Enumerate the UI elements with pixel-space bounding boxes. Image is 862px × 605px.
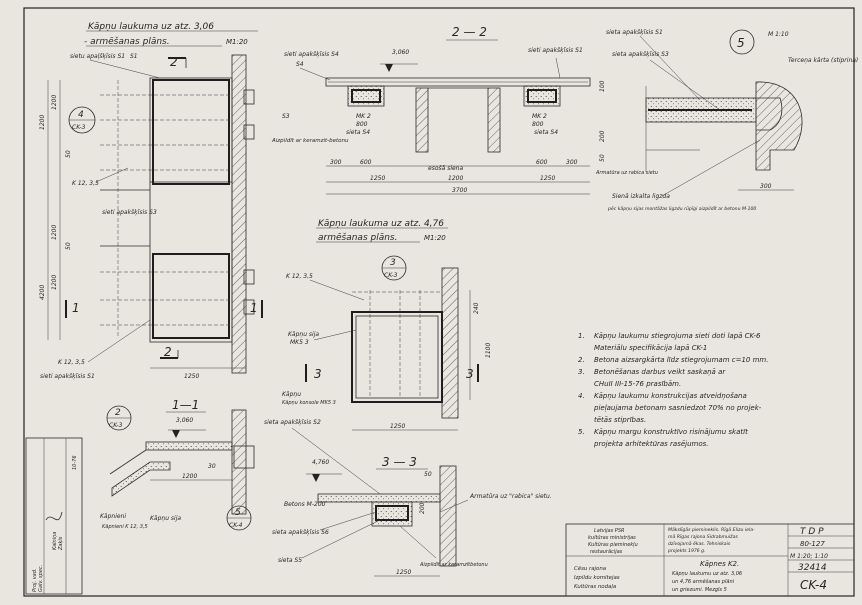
tb-title3: un 4,76 armēšanas plāni [672, 579, 734, 585]
tb-client3: Kultūras nodaļa [574, 584, 617, 590]
tb-org1: Latvijas PSR [594, 528, 625, 534]
sec11-kapnieni: Kāpnieni K 12, 3,5 [102, 524, 148, 530]
label-sieti-s3: sieti apakšķīsis S3 [102, 209, 157, 216]
sec22-s4: S4 [296, 61, 304, 68]
plan-476-cut3-right: 3 [466, 367, 474, 381]
dim-1250: 1250 [184, 373, 200, 380]
sec22-dim-r2-1: 1200 [448, 175, 464, 182]
plan-306-group [39, 22, 262, 380]
signature [46, 512, 62, 520]
plan-306-cut1-right: 1 [250, 301, 258, 315]
notes-group [578, 332, 768, 448]
callout-5-num: 5 [235, 508, 241, 518]
tb-title1: Kāpnes K2. [700, 560, 740, 568]
section-11-group [100, 398, 254, 530]
note-line-8: 5. [578, 428, 585, 436]
plan-476-cut3-left: 3 [314, 367, 322, 381]
sec22-d800-right: 800 [532, 121, 544, 128]
node-5-d300: 300 [760, 183, 772, 190]
note-text-2: Betona aizsargkārta līdz stiegrojumam c=10 mm. [594, 356, 769, 364]
tb-title2: Kāpņu laukumu uz atz. 3,06 [672, 571, 743, 577]
plan-476-d240: 240 [473, 302, 480, 314]
node-5-tercina: Terceņa kārta (stiprina) [788, 57, 859, 64]
stamp-r0-date: 10-76 [72, 455, 78, 470]
plan-476-landing [352, 312, 442, 402]
callout-4-sheet: CK-3 [72, 124, 86, 131]
sec11-elev: 3,060 [176, 417, 194, 424]
sec22-mk2-left: MK 2 [356, 113, 371, 120]
sec33-armat: Armatūra uz "rabica" sietu. [470, 493, 552, 500]
node-5-wall [756, 82, 802, 170]
sec22-mk2-right: MK 2 [532, 113, 547, 120]
sec22-dim-r1-3: 300 [566, 159, 578, 166]
node-5-group [595, 29, 858, 212]
plan-476-scale: M1:20 [424, 234, 446, 242]
note-text-4: CHuII III-15-76 prasībām. [594, 380, 682, 388]
sec22-d800-left: 800 [356, 121, 368, 128]
sec33-slab [318, 494, 440, 502]
tb-desc4: projekts 1976 g. [668, 549, 706, 554]
node-5-scale: M 1:10 [768, 31, 789, 38]
tb-desc2: mā Rīgas rajona Sidrabmuižas [668, 535, 738, 540]
note-text-5: Kāpņu laukumu konstrukcijas atveidņošana [594, 392, 747, 400]
sec11-kapnu-sija: Kāpņu sija [150, 515, 182, 522]
node-5-d200: 200 [599, 130, 606, 142]
plan-476-k12: K 12, 3,5 [286, 273, 313, 280]
stamp-r1-role: Galv. spec. [38, 564, 44, 592]
plan-476-d1250: 1250 [390, 423, 406, 430]
plan-306-beam-bot [153, 254, 229, 338]
sec33-d1250: 1250 [396, 569, 412, 576]
dim-1200-a: 1200 [39, 114, 46, 130]
approval-stamp [26, 438, 82, 594]
sec22-sieti-s1: sieti apakšķīsis S1 [528, 47, 583, 54]
sec22-dim-r1-0: 300 [330, 159, 342, 166]
callout-4-num: 4 [78, 110, 84, 120]
tb-desc1: Mākslīgās piemineklis. Rīgā Elizu iela- [668, 528, 755, 533]
note-text-6: pieļaujama betonam sasniedzot 70% no projek- [594, 404, 762, 412]
tb-client1: Cēsu rajona [574, 566, 607, 572]
plan-306-cut2-top: 2 [170, 55, 178, 69]
sec11-d30: 30 [208, 463, 216, 470]
dim-1200-c: 1200 [51, 274, 58, 290]
note-text-8: Kāpņu margu konstruktīvo risinājumu skatīt [594, 428, 748, 436]
dim-1200-b: 1200 [51, 94, 58, 110]
sec33-aizpildit: Aizpildīt ar keramzītbetonu [420, 562, 488, 568]
sec22-s3: S3 [282, 113, 290, 120]
sec22-total: 3700 [452, 187, 468, 194]
label-sieti-s1-b: sieti apakšķīsis S1 [40, 373, 95, 380]
node-5-sieta-s3: sieta apakšķīsis S3 [612, 51, 669, 58]
sec33-sieta-s6: sieta apakšķīsis S6 [272, 529, 329, 536]
note-line-2: 2. [578, 356, 585, 364]
node-5-d50: 50 [599, 154, 606, 162]
stamp-r0-role: Proj. vad. [32, 568, 38, 592]
tb-org4: restaurācijas [590, 549, 623, 555]
tb-sheet-code: T D P [800, 527, 824, 537]
tb-org3: Kultūras pieminekļu [588, 542, 638, 548]
sec22-esosa-siena: esošā siena [428, 165, 464, 172]
sec22-elev: 3,060 [392, 49, 410, 56]
sec22-wall-right [488, 88, 500, 152]
tb-sheet-no: 80-127 [800, 540, 825, 548]
note-text-0: Kāpņu laukumu stiegrojuma sieti doti lapā CK-6 [594, 332, 761, 340]
plan-476-kapnu-sija: Kāpņu sija [288, 331, 320, 338]
node-5-d100: 100 [599, 80, 606, 92]
plan-476-title: Kāpņu laukuma uz atz. 4,76 [318, 219, 444, 229]
plan-476-kons-label: Kāpņu [282, 391, 302, 398]
dim-50-b: 50 [65, 242, 72, 250]
sec22-dim-r1-1: 600 [360, 159, 372, 166]
tb-sheet-id: CK-4 [800, 578, 828, 592]
node-5-sienu-izkalt: Sienā izkalta ligzda [612, 193, 670, 200]
sec33-sieta-s5: sieta S5 [278, 557, 303, 564]
callout-5-sheet: CK-4 [229, 522, 243, 529]
sec22-aizpildit: Aizpildīt ar keramzit-betonu [272, 138, 349, 144]
sheet-frame [24, 8, 854, 596]
section-22-group [271, 25, 590, 194]
stamp-r0-name: Kalniņa [52, 531, 58, 550]
plan-306-landing [150, 78, 232, 342]
label-k12-2: K 12, 3,5 [58, 359, 85, 366]
section-33-group [264, 419, 552, 576]
plan-476-d1100: 1100 [485, 342, 492, 358]
plan-476-mk-s3: MK5 3 [290, 339, 309, 346]
plan-306-beam-top [153, 80, 229, 184]
section-33-title: 3 — 3 [382, 455, 417, 469]
label-sieti-s1: sietu apaļšķīsis S1 [70, 53, 126, 60]
sec33-elev: 4,760 [312, 459, 330, 466]
sec33-d50: 50 [424, 471, 432, 478]
tb-client2: Izpildu komitejas [574, 575, 620, 581]
plan-476-subtitle: armēšanas plāns. [318, 233, 398, 243]
label-s1: S1 [130, 53, 138, 60]
callout-3-sheet: CK-3 [384, 272, 398, 279]
sec22-wall-left [416, 88, 428, 152]
sec33-sieta-s2: sieta apakšķīsis S2 [264, 419, 321, 426]
sec33-wall [440, 466, 456, 566]
tb-title4: un griezumi. Mezgls 5 [672, 587, 727, 593]
label-k12-1: K 12, 3,5 [72, 180, 99, 187]
sec33-betons: Betons M-200 [284, 501, 326, 508]
callout-2-sheet: CK-3 [109, 422, 123, 429]
dim-1200-d: 1200 [51, 224, 58, 240]
plan-306-scale: M1:20 [226, 38, 248, 46]
tb-scale: M 1:20; 1:10 [790, 553, 828, 560]
note-line-3: 3. [578, 368, 585, 376]
callout-2-num: 2 [115, 408, 121, 418]
node-5-sieta-s1: sieta apakšķīsis S1 [606, 29, 663, 36]
note-text-7: tētās stiprības. [594, 416, 647, 424]
tb-dwg-no: 32414 [798, 563, 827, 573]
dim-4200: 4200 [39, 284, 46, 300]
tb-org2: kultūras ministrijas [588, 535, 636, 541]
plan-476-wall [442, 268, 458, 418]
sec11-d1200: 1200 [182, 473, 198, 480]
sec22-sieta-s4-right: sieta S4 [534, 129, 559, 136]
section-22-title: 2 — 2 [452, 25, 487, 39]
note-text-9: projekta arhitektūras rasējumos. [594, 440, 709, 448]
node-5-arm-rabica: Armatūra uz rabica sietu [596, 170, 658, 176]
sec11-kapnieni-1: Kāpnieni [100, 513, 127, 520]
note-text-3: Betonēšanas darbus veikt saskaņā ar [594, 368, 726, 376]
callout-3-num: 3 [390, 258, 396, 268]
plan-476-group [282, 219, 492, 430]
section-11-title: 1—1 [172, 398, 200, 412]
node-5-pec-kapnu: pēc kāpņu sijas montāžas ligzdu rūpīgi aizpildīt ar betonu M-100 [608, 207, 757, 212]
plan-306-title: Kāpņu laukuma uz atz. 3,06 [88, 22, 214, 32]
dim-50: 50 [65, 150, 72, 158]
tb-desc3: dzīvojamā ēkas. Tehniskais [668, 542, 731, 547]
sec11-slab [146, 442, 232, 450]
plan-306-subtitle: - armēšanas plāns. [84, 37, 170, 47]
note-line-5: 4. [578, 392, 585, 400]
plan-476-kapnu-kons: Kāpņu konsole MK5 3 [282, 400, 336, 406]
plan-306-cut1-left: 1 [72, 301, 80, 315]
title-block [566, 524, 854, 596]
sec33-d200: 200 [419, 502, 426, 514]
stamp-r1-name: Zaķis [58, 536, 64, 550]
plan-306-cut2-bot: 2 [164, 345, 172, 359]
sec22-dim-r2-0: 1250 [370, 175, 386, 182]
node-5-number: 5 [737, 36, 745, 50]
note-line-0: 1. [578, 332, 585, 340]
sec22-sieti-s4: sieti apakšķīsis S4 [284, 51, 339, 58]
note-text-1: Materiālu specifikācija lapā CK-1 [594, 344, 708, 352]
sec22-dim-r2-2: 1250 [540, 175, 556, 182]
sec22-dim-r1-2: 600 [536, 159, 548, 166]
sec22-sieta-s4-left: sieta S4 [346, 129, 371, 136]
